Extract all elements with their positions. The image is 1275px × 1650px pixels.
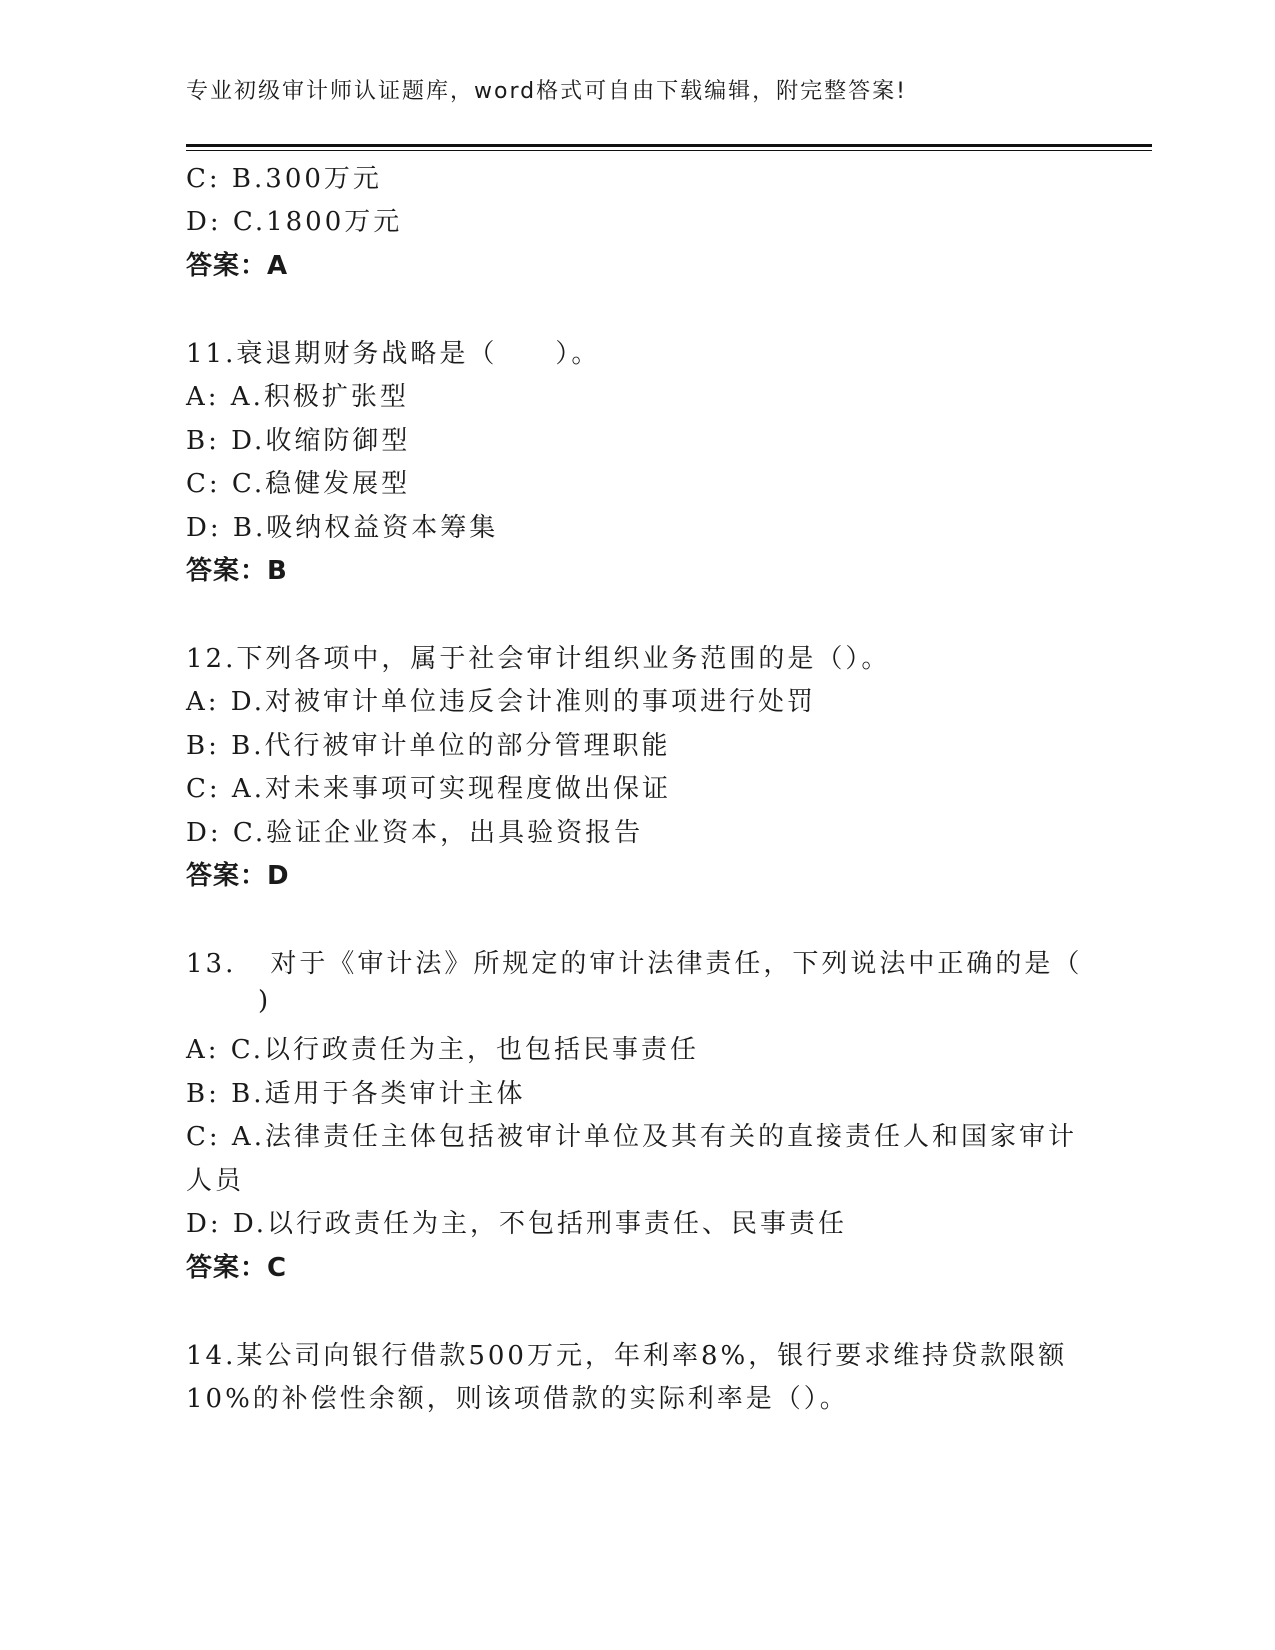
q11-option-a: A: A.积极扩张型	[186, 382, 409, 412]
q10-option-c: C: B.300万元	[186, 164, 382, 194]
q11-option-d: D: B.吸纳权益资本筹集	[186, 513, 499, 543]
q13-number: 13.	[186, 949, 237, 979]
q10-option-d: D: C.1800万元	[186, 207, 403, 237]
q12-option-b: B: B.代行被审计单位的部分管理职能	[186, 731, 671, 761]
q12-answer: 答案：D	[186, 861, 290, 891]
q13-stem-line2: )	[258, 986, 272, 1016]
q13-option-d: D: D.以行政责任为主，不包括刑事责任、民事责任	[186, 1209, 848, 1239]
q13-option-b: B: B.适用于各类审计主体	[186, 1079, 526, 1109]
q12-option-c: C: A.对未来事项可实现程度做出保证	[186, 774, 671, 804]
q11-answer: 答案：B	[186, 556, 288, 586]
q13-answer: 答案：C	[186, 1253, 288, 1283]
q13-stem-text: 对于《审计法》所规定的审计法律责任，下列说法中正确的是（	[270, 949, 1083, 979]
q12-option-a: A: D.对被审计单位违反会计准则的事项进行处罚	[186, 687, 816, 717]
q13-stem-line1	[186, 943, 1082, 980]
q12-option-d: D: C.验证企业资本，出具验资报告	[186, 818, 644, 848]
q13-option-c-line1: C: A.法律责任主体包括被审计单位及其有关的直接责任人和国家审计	[186, 1122, 1077, 1152]
page-header: 专业初级审计师认证题库，word格式可自由下载编辑，附完整答案!	[186, 79, 907, 104]
q11-option-c: C: C.稳健发展型	[186, 469, 411, 499]
q14-stem-line1: 14.某公司向银行借款500万元，年利率8%，银行要求维持贷款限额	[186, 1341, 1068, 1371]
header-rule-thick	[186, 144, 1152, 147]
header-rule-thin	[186, 150, 1152, 151]
q11-stem: 11.衰退期财务战略是（ ）。	[186, 339, 601, 369]
q12-stem: 12.下列各项中，属于社会审计组织业务范围的是（）。	[186, 644, 891, 674]
q13-option-a: A: C.以行政责任为主，也包括民事责任	[186, 1035, 700, 1065]
q13-option-c-line2: 人员	[186, 1166, 245, 1196]
q10-answer: 答案：A	[186, 251, 289, 281]
q14-stem-line2: 10%的补偿性余额，则该项借款的实际利率是（）。	[186, 1384, 849, 1414]
q11-option-b: B: D.收缩防御型	[186, 426, 411, 456]
